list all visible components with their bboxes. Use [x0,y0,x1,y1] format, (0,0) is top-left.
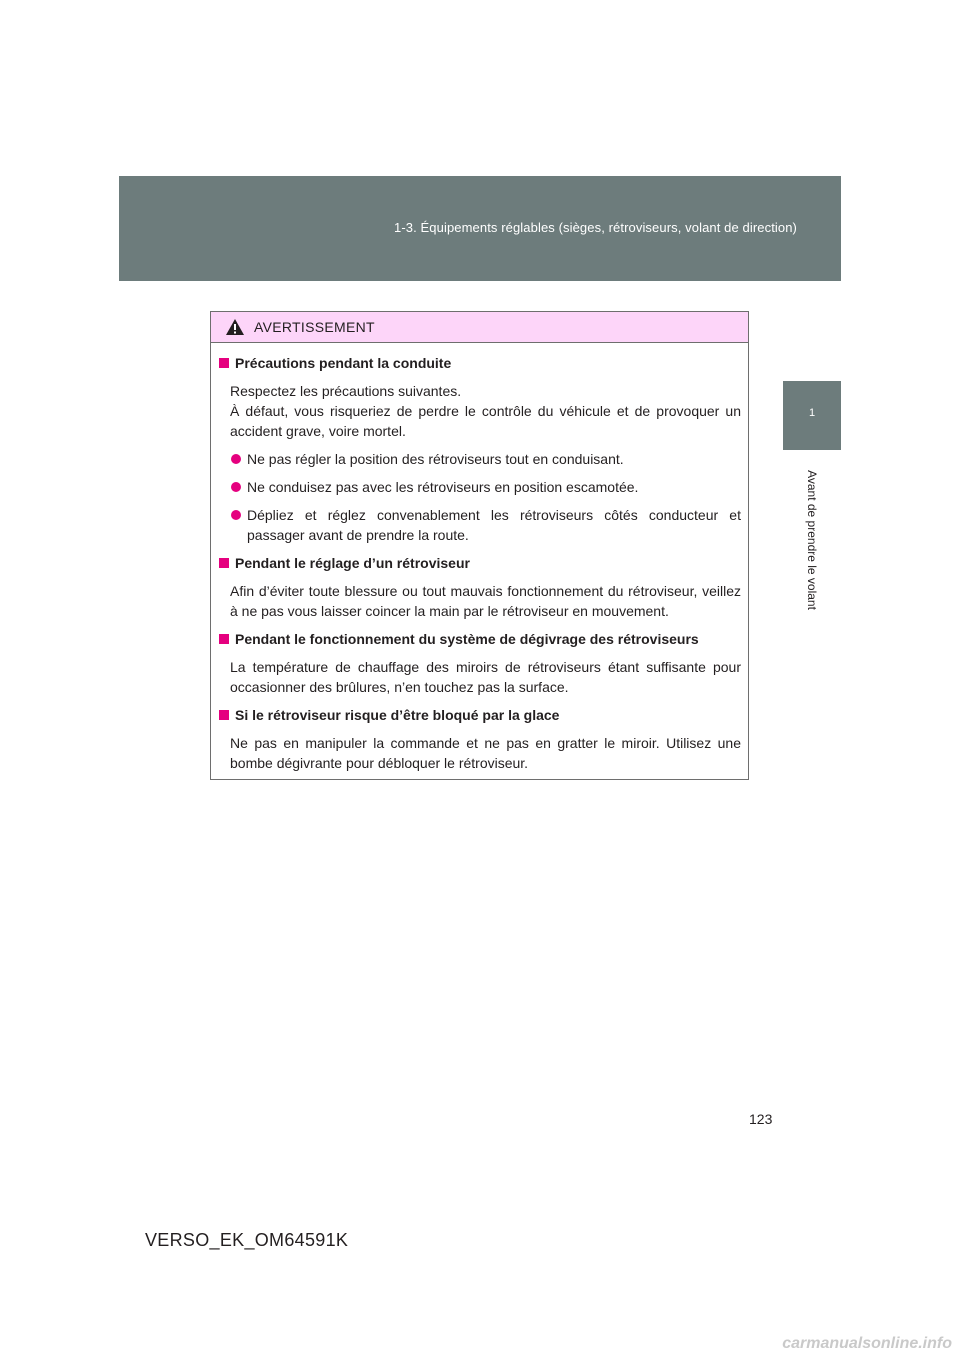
page-number: 123 [749,1111,773,1127]
document-code: VERSO_EK_OM64591K [145,1230,349,1250]
warning-box [210,311,749,780]
warning-header [211,312,748,343]
paragraph: Ne pas en manipuler la commande et ne pas en gratter le miroir. Utilisez une bombe dégivrante pour débloquer le rétroviseur. [230,735,741,771]
warning-title: AVERTISSEMENT [254,319,375,335]
square-bullet-icon [219,634,229,644]
list-item: Ne conduisez pas avec les rétroviseurs en position escamotée. [219,477,741,497]
round-bullet-icon [231,454,241,464]
square-bullet-icon [219,358,229,368]
section-title: 1-3. Équipements réglables (sièges, rétroviseurs, volant de direction) [394,220,797,235]
round-bullet-icon [231,510,241,520]
paragraph: Respectez les précautions suivantes. [230,383,462,399]
square-bullet-icon [219,710,229,720]
chapter-label: Avant de prendre le volant [805,470,819,610]
paragraph: À défaut, vous risqueriez de perdre le contrôle du véhicule et de provoquer un accident grave, voire mortel. [230,403,741,439]
watermark: carmanualsonline.info [782,1335,952,1352]
warning-triangle-icon [225,318,245,336]
list-item: Dépliez et réglez convenablement les rétroviseurs côtés conducteur et passager avant de prendre la route. [219,505,741,545]
section-heading: Si le rétroviseur risque d’être bloqué par la glace [219,705,741,725]
chapter-tab [783,381,841,450]
section-heading: Précautions pendant la conduite [219,353,741,373]
paragraph: La température de chauffage des miroirs de rétroviseurs étant suffisante pour occasionner des brûlures, n’en touchez pas la surface. [230,659,741,695]
warning-body [211,343,748,773]
chapter-number: 1 [808,407,816,419]
paragraph: Afin d’éviter toute blessure ou tout mauvais fonctionnement du rétroviseur, veillez à ne pas vous laisser coincer la main par le rétroviseur en mouvement. [230,583,741,619]
list-item: Ne pas régler la position des rétroviseurs tout en conduisant. [219,449,741,469]
section-heading: Pendant le réglage d’un rétroviseur [219,553,741,573]
round-bullet-icon [231,482,241,492]
section-heading: Pendant le fonctionnement du système de dégivrage des rétroviseurs [219,629,741,649]
square-bullet-icon [219,558,229,568]
section-header-band [119,176,841,281]
